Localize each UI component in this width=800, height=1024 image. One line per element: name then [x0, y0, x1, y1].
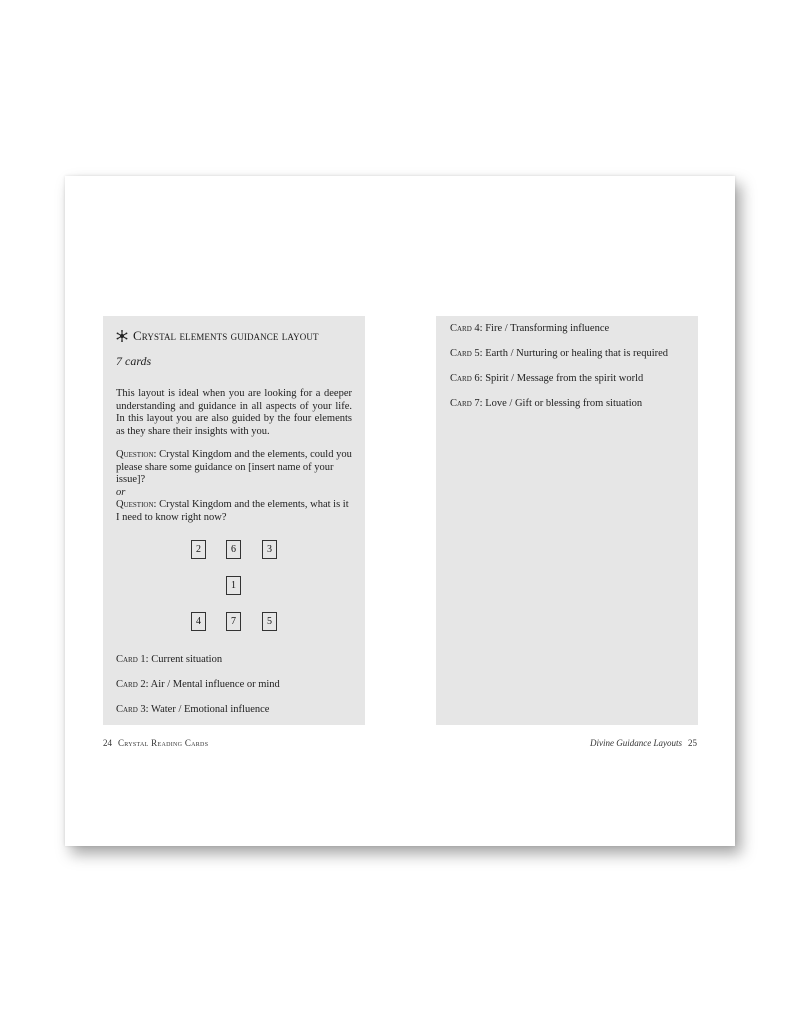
- card-text: : Earth / Nurturing or healing that is required: [479, 348, 669, 359]
- layout-title-row: [116, 328, 352, 344]
- card-label: Card 5: [450, 348, 480, 359]
- or-text: or: [116, 486, 126, 498]
- card-text: : Love / Gift or blessing from situation: [479, 398, 643, 409]
- intro-paragraph: This layout is ideal when you are looking for a deeper understanding and guidance in all aspects of your life. In this layout you are also guided by the four elements as they share their insights with you.: [116, 388, 352, 437]
- card-slot: 3: [262, 540, 277, 559]
- question-text: : Crystal Kingdom and the elements, could you please share some guidance on [insert name of your issue]?: [116, 449, 352, 485]
- card-layout-diagram: [116, 534, 352, 634]
- left-page-panel: [103, 316, 365, 725]
- page-number: 25: [688, 738, 697, 748]
- card-label: Card 6: [450, 373, 480, 384]
- card-meaning: [450, 373, 684, 386]
- card-meaning: [116, 704, 352, 717]
- left-page-footer: [103, 738, 208, 748]
- card-meaning: [116, 679, 352, 692]
- card-slot: 1: [226, 576, 241, 595]
- question-block: [116, 449, 352, 524]
- right-page-panel: [436, 316, 698, 725]
- card-slot: 7: [226, 612, 241, 631]
- card-slot: 6: [226, 540, 241, 559]
- page-number: 24: [103, 738, 112, 748]
- card-label: Card 3: [116, 704, 146, 715]
- running-head: Crystal Reading Cards: [118, 738, 209, 748]
- crystal-star-icon: [116, 330, 128, 342]
- question-label: Question: [116, 499, 154, 510]
- card-slot: 2: [191, 540, 206, 559]
- question-text: : Crystal Kingdom and the elements, what is it I need to know right now?: [116, 499, 349, 523]
- card-text: : Spirit / Message from the spirit world: [479, 373, 644, 384]
- card-meaning: [450, 348, 684, 361]
- card-label: Card 1: [116, 654, 146, 665]
- card-label: Card 2: [116, 679, 146, 690]
- card-slot: 5: [262, 612, 277, 631]
- card-text: : Current situation: [145, 654, 223, 665]
- card-count: 7 cards: [116, 354, 152, 368]
- running-head: Divine Guidance Layouts: [590, 738, 682, 748]
- card-slot: 4: [191, 612, 206, 631]
- card-label: Card 7: [450, 398, 480, 409]
- card-text: : Fire / Transforming influence: [479, 323, 610, 334]
- question-label: Question: [116, 449, 154, 460]
- book-spread: [65, 176, 735, 846]
- layout-title: Crystal elements guidance layout: [133, 328, 319, 343]
- card-meaning: [116, 654, 352, 667]
- right-page-footer: [590, 738, 697, 748]
- card-meaning: [450, 398, 684, 411]
- card-label: Card 4: [450, 323, 480, 334]
- card-meaning: [450, 323, 684, 336]
- card-text: : Air / Mental influence or mind: [145, 679, 280, 690]
- card-text: : Water / Emotional influence: [145, 704, 270, 715]
- card-meanings-left: [116, 654, 352, 717]
